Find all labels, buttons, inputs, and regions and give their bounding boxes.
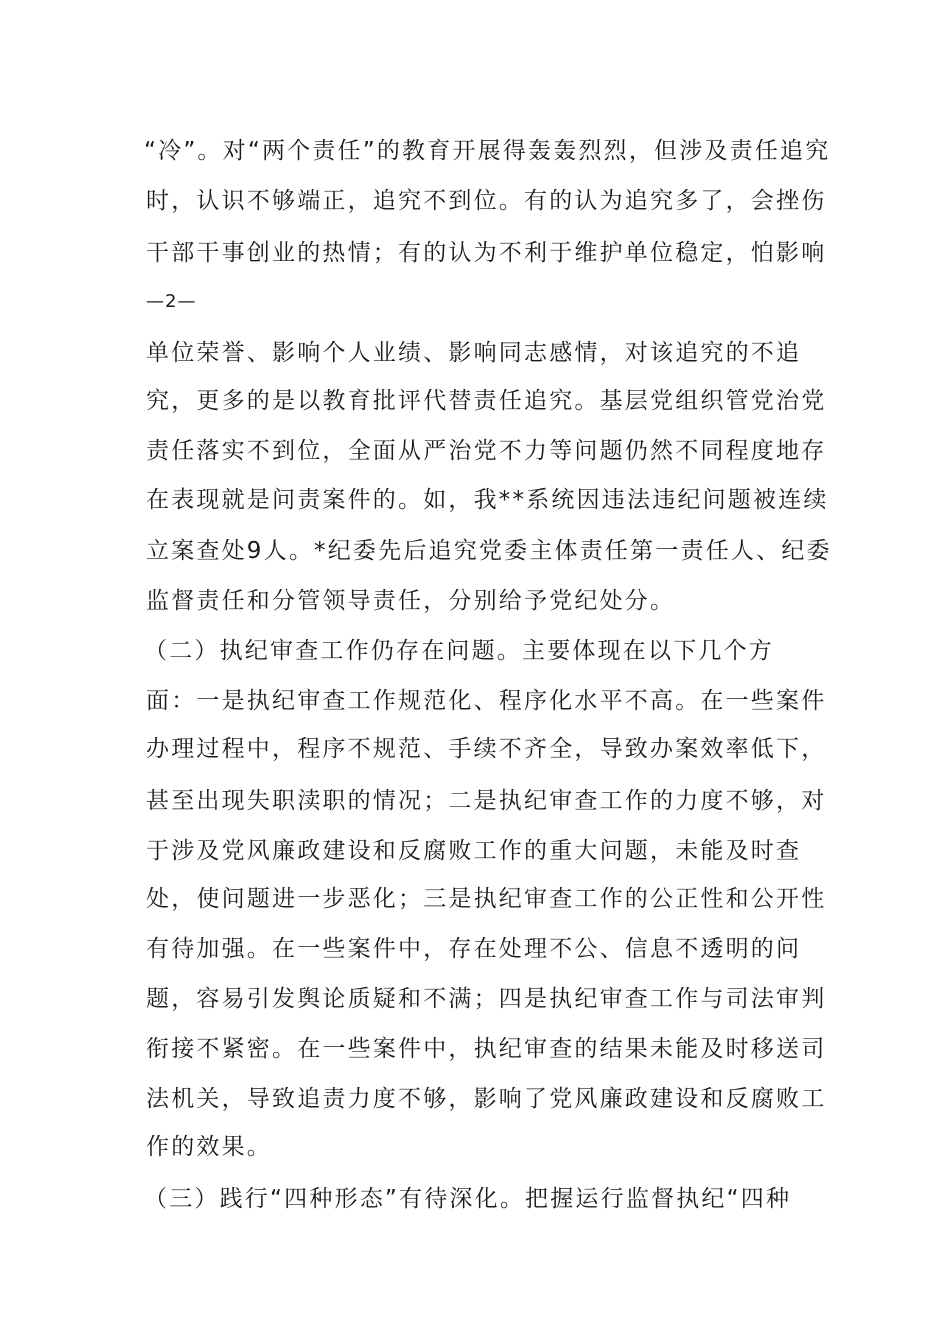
text-line: 甚至出现失职渎职的情况；二是执纪审查工作的力度不够，对 [146, 788, 827, 814]
text-line: 单位荣誉、影响个人业绩、影响同志感情，对该追究的不追 [146, 340, 802, 366]
text-line: 法机关，导致追责力度不够，影响了党风廉政建设和反腐败工 [146, 1086, 827, 1112]
text-line: 究，更多的是以教育批评代替责任追究。基层党组织管党治党 [146, 388, 827, 414]
text-line: 题，容易引发舆论质疑和不满；四是执纪审查工作与司法审判 [146, 986, 827, 1012]
text-line: 衔接不紧密。在一些案件中，执纪审查的结果未能及时移送司 [146, 1036, 827, 1062]
text-line: 立案查处9人。*纪委先后追究党委主体责任第一责任人、纪委 [146, 538, 832, 564]
text-line: 有待加强。在一些案件中，存在处理不公、信息不透明的问 [146, 936, 802, 962]
text-line: “冷”。对“两个责任”的教育开展得轰轰烈烈，但涉及责任追究 [144, 138, 831, 164]
text-line: 责任落实不到位，全面从严治党不力等问题仍然不同程度地存 [146, 438, 827, 464]
section-heading-2: （二）执纪审查工作仍存在问题。主要体现在以下几个方 [144, 638, 774, 664]
text-line: 于涉及党风廉政建设和反腐败工作的重大问题，未能及时查 [146, 838, 802, 864]
text-line: 时，认识不够端正，追究不到位。有的认为追究多了，会挫伤 [146, 188, 827, 214]
text-line: 作的效果。 [146, 1134, 272, 1160]
text-line: 处，使问题进一步恶化；三是执纪审查工作的公正性和公开性 [146, 886, 827, 912]
text-line: 干部干事创业的热情；有的认为不利于维护单位稳定，怕影响 [146, 240, 827, 266]
text-line: 在表现就是问责案件的。如，我**系统因违法违纪问题被连续 [146, 487, 829, 513]
section-heading-3: （三）践行“四种形态”有待深化。把握运行监督执纪“四种 [144, 1186, 792, 1212]
text-line: 办理过程中，程序不规范、手续不齐全，导致办案效率低下， [146, 736, 827, 762]
text-line: 面：一是执纪审查工作规范化、程序化水平不高。在一些案件 [146, 688, 827, 714]
page-number: —2— [146, 291, 197, 312]
text-line: 监督责任和分管领导责任，分别给予党纪处分。 [146, 588, 676, 614]
